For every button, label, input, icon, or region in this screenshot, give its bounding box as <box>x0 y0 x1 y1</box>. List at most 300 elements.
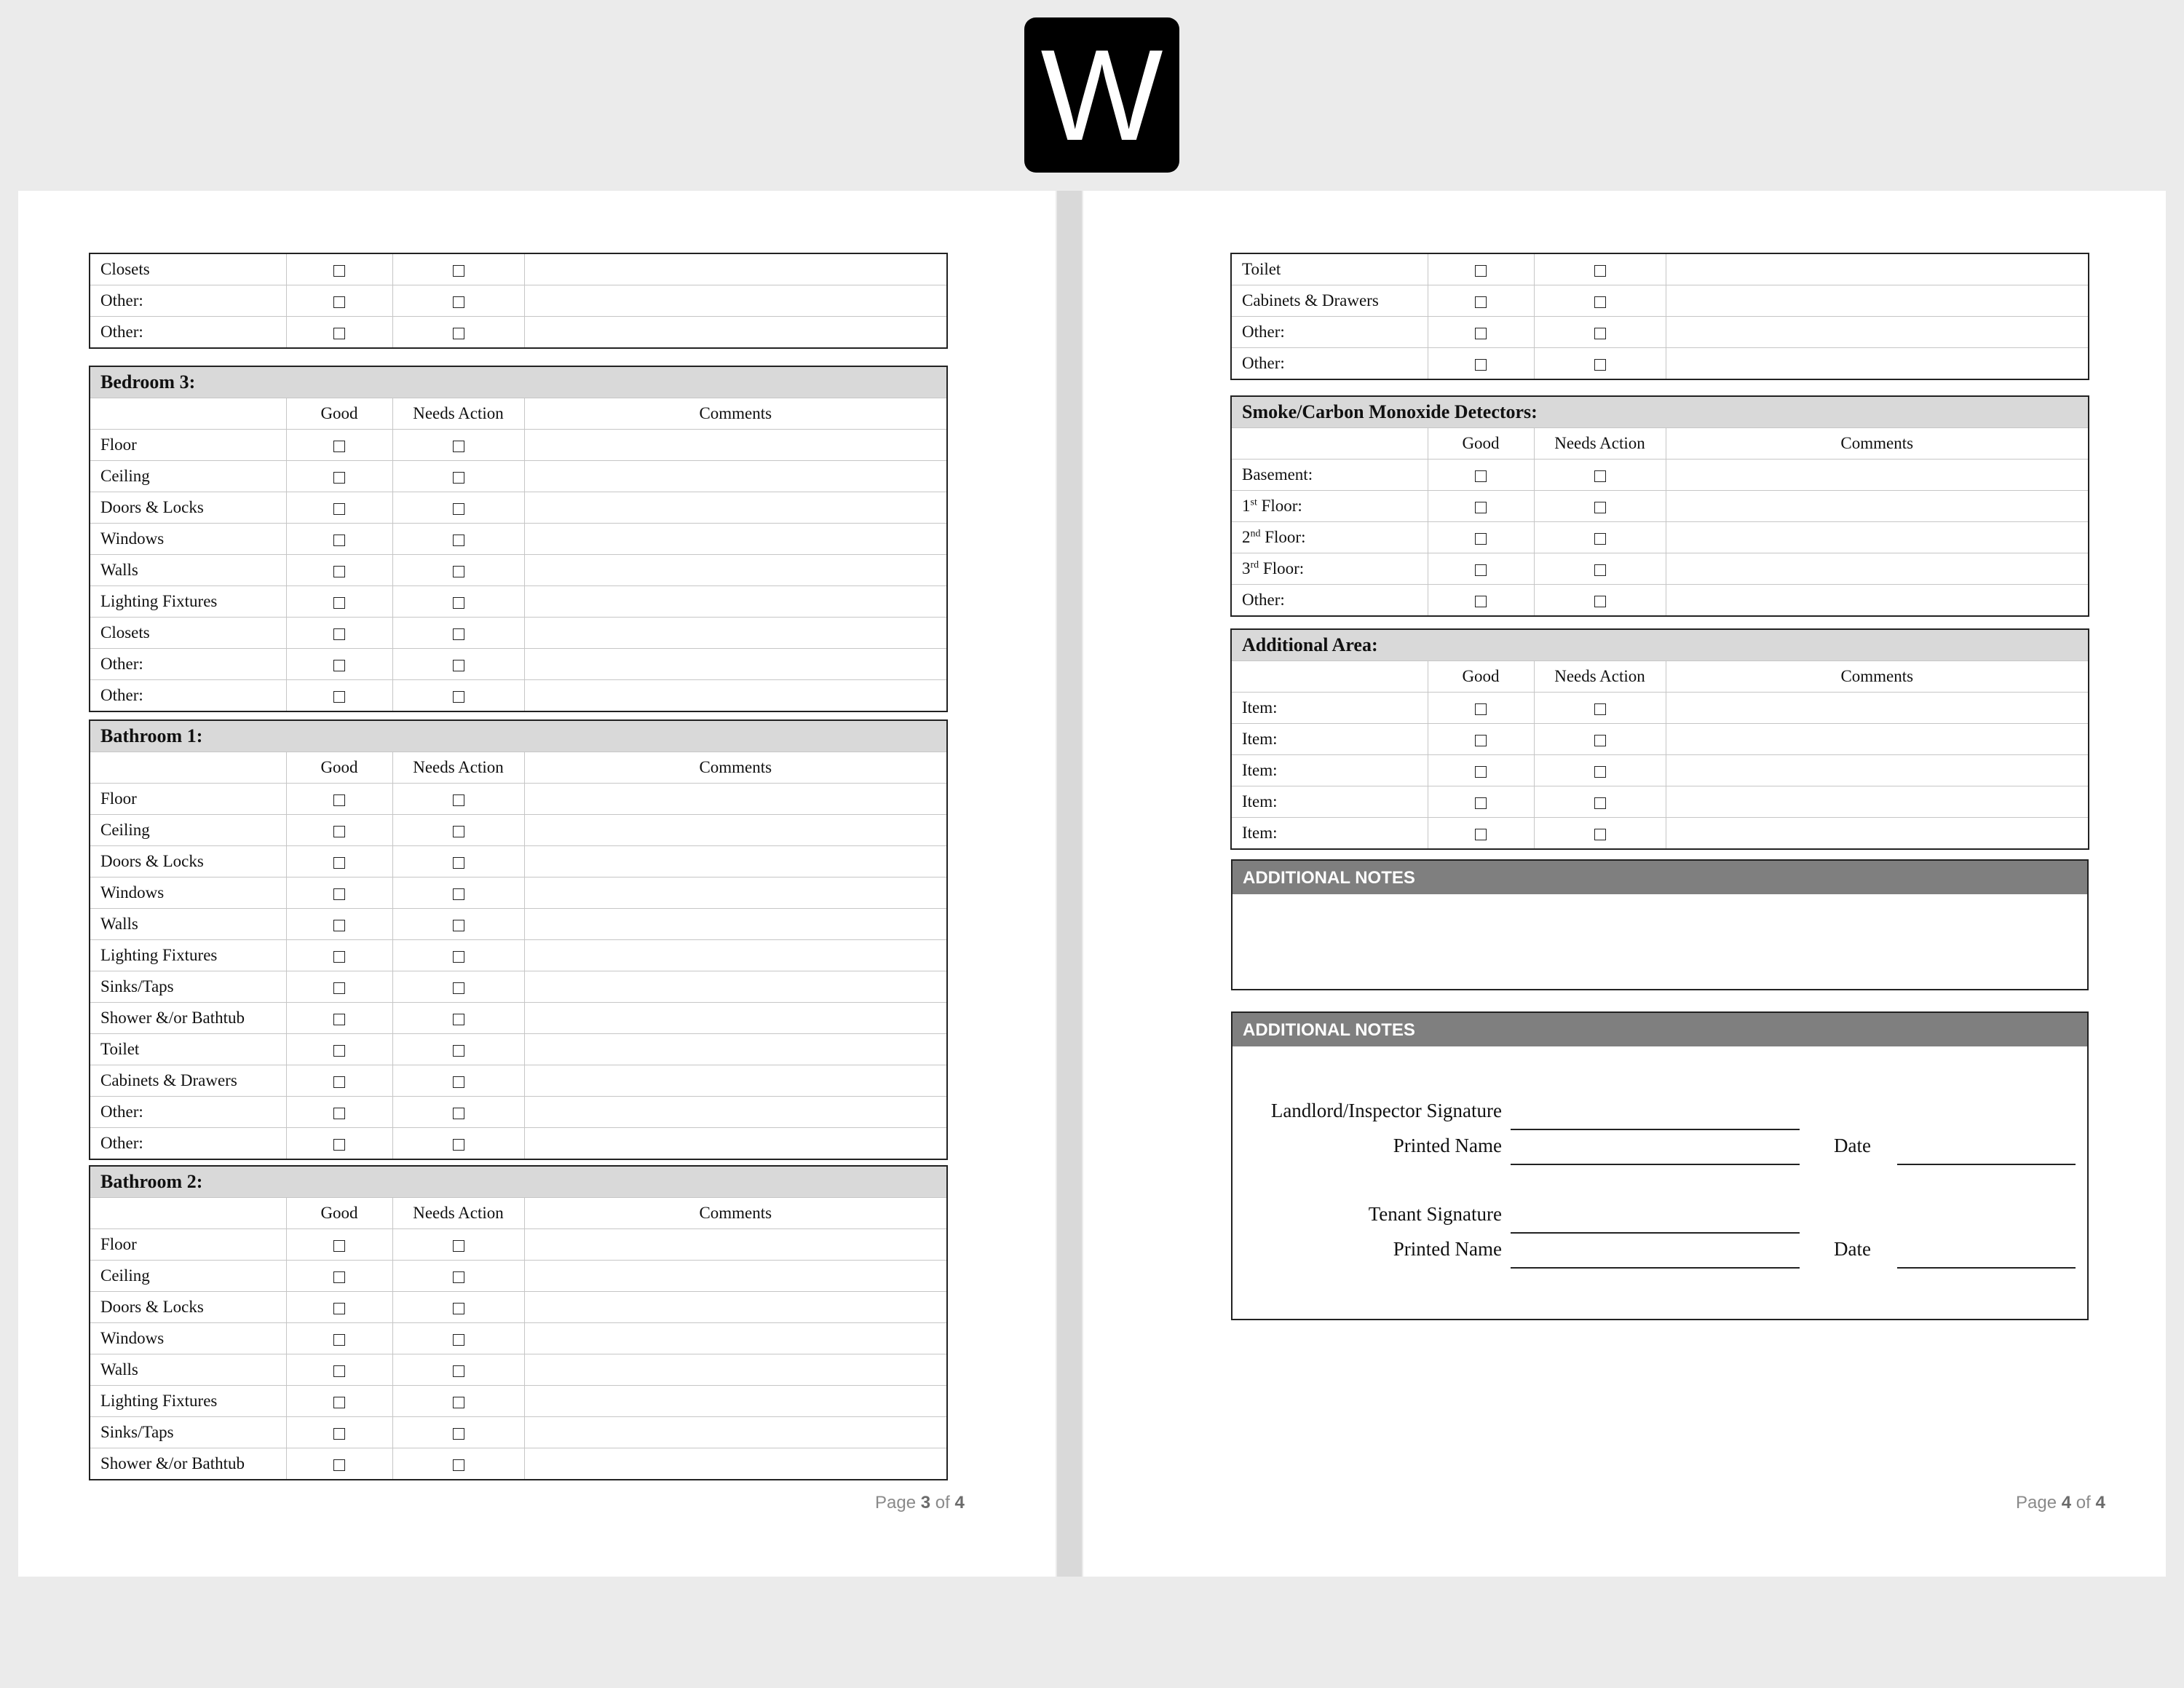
good-cell <box>1428 348 1534 380</box>
good-checkbox[interactable] <box>333 1139 345 1151</box>
comments-field[interactable] <box>1666 317 2089 348</box>
comments-field[interactable] <box>524 1323 947 1354</box>
comments-field[interactable] <box>1666 460 2089 491</box>
good-cell <box>286 618 392 649</box>
needs-action-cell <box>1534 818 1666 850</box>
needs-action-checkbox[interactable] <box>453 857 464 869</box>
needs-action-checkbox[interactable] <box>453 1014 464 1025</box>
row-label: Floor <box>90 1229 286 1261</box>
good-checkbox[interactable] <box>333 920 345 931</box>
page-gap <box>1057 191 1082 1577</box>
date-line[interactable] <box>1897 1267 2076 1269</box>
table-row <box>1231 317 2089 348</box>
section-title-row <box>1231 396 2089 428</box>
good-checkbox[interactable] <box>1475 502 1487 513</box>
good-checkbox[interactable] <box>1475 596 1487 607</box>
needs-action-checkbox[interactable] <box>453 660 464 671</box>
row-label-text: Other: <box>1242 591 1285 609</box>
table-row <box>90 1229 947 1261</box>
continued-checklist-table <box>1230 253 2089 380</box>
header-comments: Comments <box>1666 428 2089 460</box>
column-header-row <box>1231 661 2089 693</box>
row-label: Lighting Fixtures <box>90 1386 286 1417</box>
header-comments: Comments <box>1666 661 2089 693</box>
good-checkbox[interactable] <box>1475 533 1487 545</box>
table-row <box>90 1448 947 1480</box>
row-label <box>1231 460 1428 491</box>
good-cell <box>286 1229 392 1261</box>
table-row <box>90 524 947 555</box>
comments-field[interactable] <box>524 877 947 909</box>
needs-action-checkbox[interactable] <box>1594 533 1606 545</box>
needs-action-cell <box>392 285 524 317</box>
section-title: Bathroom 1: <box>90 720 947 752</box>
table-row <box>1231 285 2089 317</box>
row-label: Item: <box>1231 755 1428 786</box>
needs-action-checkbox[interactable] <box>1594 564 1606 576</box>
header-good: Good <box>286 398 392 430</box>
good-checkbox[interactable] <box>333 472 345 484</box>
needs-action-checkbox[interactable] <box>453 503 464 515</box>
good-checkbox[interactable] <box>1475 829 1487 840</box>
comments-field[interactable] <box>524 317 947 349</box>
needs-action-checkbox[interactable] <box>453 265 464 277</box>
tenant-signature-line[interactable] <box>1511 1232 1800 1234</box>
comments-field[interactable] <box>1666 724 2089 755</box>
needs-action-cell <box>1534 460 1666 491</box>
good-checkbox[interactable] <box>1475 703 1487 715</box>
floor-text: Floor: <box>1257 497 1302 515</box>
comments-field[interactable] <box>524 586 947 618</box>
row-label: Walls <box>90 909 286 940</box>
needs-action-cell <box>1534 724 1666 755</box>
needs-action-cell <box>1534 253 1666 285</box>
table-row <box>90 1417 947 1448</box>
comments-field[interactable] <box>524 1261 947 1292</box>
good-cell <box>286 940 392 971</box>
header-blank <box>90 398 286 430</box>
row-label: Cabinets & Drawers <box>1231 285 1428 317</box>
section-title: Bedroom 3: <box>90 366 947 398</box>
comments-field[interactable] <box>524 524 947 555</box>
section-title-row <box>90 366 947 398</box>
good-checkbox[interactable] <box>1475 797 1487 809</box>
good-cell <box>286 555 392 586</box>
good-cell <box>1428 585 1534 617</box>
needs-action-cell <box>392 253 524 285</box>
needs-action-checkbox[interactable] <box>1594 829 1606 840</box>
comments-field[interactable] <box>1666 553 2089 585</box>
good-checkbox[interactable] <box>333 1334 345 1346</box>
good-checkbox[interactable] <box>333 296 345 308</box>
good-cell <box>286 1386 392 1417</box>
table-row <box>90 1003 947 1034</box>
needs-action-checkbox[interactable] <box>1594 797 1606 809</box>
header-blank <box>90 752 286 784</box>
needs-action-cell <box>392 784 524 815</box>
needs-action-cell <box>392 430 524 461</box>
needs-action-cell <box>1534 786 1666 818</box>
table-row <box>90 253 947 285</box>
good-checkbox[interactable] <box>333 535 345 546</box>
good-checkbox[interactable] <box>333 951 345 963</box>
good-cell <box>286 649 392 680</box>
header-blank <box>1231 428 1428 460</box>
row-label: Ceiling <box>90 1261 286 1292</box>
page-number-4: Page 4 of 4 <box>2016 1493 2105 1513</box>
row-label: Closets <box>90 618 286 649</box>
good-cell <box>286 1065 392 1097</box>
needs-action-cell <box>392 524 524 555</box>
comments-field[interactable] <box>524 492 947 524</box>
good-cell <box>286 784 392 815</box>
comments-field[interactable] <box>1666 285 2089 317</box>
row-label: Other: <box>90 1128 286 1160</box>
needs-action-cell <box>392 1003 524 1034</box>
header-needs-action: Needs Action <box>1534 428 1666 460</box>
needs-action-cell <box>392 1097 524 1128</box>
good-cell <box>286 430 392 461</box>
comments-field[interactable] <box>524 1065 947 1097</box>
comments-field[interactable] <box>524 971 947 1003</box>
good-checkbox[interactable] <box>1475 359 1487 371</box>
needs-action-checkbox[interactable] <box>1594 596 1606 607</box>
needs-action-checkbox[interactable] <box>1594 359 1606 371</box>
row-label: Doors & Locks <box>90 1292 286 1323</box>
row-label: Ceiling <box>90 815 286 846</box>
needs-action-cell <box>392 317 524 349</box>
needs-action-checkbox[interactable] <box>1594 296 1606 308</box>
good-checkbox[interactable] <box>1475 735 1487 746</box>
comments-field[interactable] <box>524 430 947 461</box>
column-header-row <box>90 752 947 784</box>
good-cell <box>286 1261 392 1292</box>
comments-field[interactable] <box>524 1292 947 1323</box>
good-checkbox[interactable] <box>333 794 345 806</box>
row-label: Closets <box>90 253 286 285</box>
good-checkbox[interactable] <box>333 1365 345 1377</box>
ordinal-suffix: st <box>1250 497 1257 508</box>
header-blank <box>90 1198 286 1229</box>
table-row <box>1231 491 2089 522</box>
row-label <box>1231 491 1428 522</box>
needs-action-checkbox[interactable] <box>453 441 464 452</box>
good-checkbox[interactable] <box>333 888 345 900</box>
comments-field[interactable] <box>524 846 947 877</box>
needs-action-checkbox[interactable] <box>453 794 464 806</box>
comments-field[interactable] <box>524 1128 947 1160</box>
needs-action-checkbox[interactable] <box>453 1240 464 1252</box>
continued-checklist-table <box>89 253 948 349</box>
needs-action-checkbox[interactable] <box>453 1076 464 1088</box>
row-label: Doors & Locks <box>90 492 286 524</box>
good-checkbox[interactable] <box>333 660 345 671</box>
comments-field[interactable] <box>1666 348 2089 380</box>
section-title-row <box>90 1166 947 1198</box>
needs-action-checkbox[interactable] <box>453 535 464 546</box>
needs-action-cell <box>392 846 524 877</box>
good-cell <box>286 1128 392 1160</box>
good-checkbox[interactable] <box>333 1076 345 1088</box>
needs-action-checkbox[interactable] <box>453 1303 464 1314</box>
header-good: Good <box>286 752 392 784</box>
row-label <box>1231 585 1428 617</box>
good-cell <box>286 253 392 285</box>
good-checkbox[interactable] <box>333 1428 345 1440</box>
needs-action-checkbox[interactable] <box>1594 766 1606 778</box>
good-cell <box>286 846 392 877</box>
needs-action-cell <box>1534 491 1666 522</box>
date-line[interactable] <box>1897 1164 2076 1165</box>
row-label: Cabinets & Drawers <box>90 1065 286 1097</box>
good-checkbox[interactable] <box>333 826 345 837</box>
needs-action-checkbox[interactable] <box>1594 328 1606 339</box>
needs-action-checkbox[interactable] <box>453 920 464 931</box>
ordinal-suffix: rd <box>1250 559 1259 571</box>
needs-action-cell <box>1534 693 1666 724</box>
needs-action-checkbox[interactable] <box>453 328 464 339</box>
header-needs-action: Needs Action <box>1534 661 1666 693</box>
row-label: Sinks/Taps <box>90 1417 286 1448</box>
needs-action-cell <box>392 815 524 846</box>
good-checkbox[interactable] <box>1475 470 1487 482</box>
good-checkbox[interactable] <box>333 857 345 869</box>
floor-text: Floor: <box>1259 559 1305 577</box>
comments-field[interactable] <box>1666 491 2089 522</box>
good-cell <box>286 492 392 524</box>
good-checkbox[interactable] <box>333 503 345 515</box>
table-row <box>90 618 947 649</box>
table-row <box>90 1128 947 1160</box>
needs-action-checkbox[interactable] <box>453 982 464 994</box>
bathroom-1-table <box>89 719 948 1160</box>
landlord-signature-label: Landlord/Inspector Signature <box>1270 1100 1502 1121</box>
comments-field[interactable] <box>524 1448 947 1480</box>
comments-field[interactable] <box>1666 818 2089 850</box>
good-cell <box>286 1448 392 1480</box>
needs-action-cell <box>1534 585 1666 617</box>
row-label: Shower &/or Bathtub <box>90 1448 286 1480</box>
comments-field[interactable] <box>524 784 947 815</box>
comments-field[interactable] <box>1666 693 2089 724</box>
needs-action-checkbox[interactable] <box>453 597 464 609</box>
row-label: Floor <box>90 784 286 815</box>
needs-action-checkbox[interactable] <box>453 566 464 577</box>
comments-field[interactable] <box>524 1386 947 1417</box>
column-header-row <box>90 398 947 430</box>
row-label: Other: <box>90 649 286 680</box>
needs-action-cell <box>392 877 524 909</box>
good-checkbox[interactable] <box>333 1303 345 1314</box>
needs-action-checkbox[interactable] <box>1594 735 1606 746</box>
needs-action-cell <box>392 909 524 940</box>
comments-field[interactable] <box>1666 755 2089 786</box>
needs-action-checkbox[interactable] <box>453 1108 464 1119</box>
needs-action-cell <box>1534 348 1666 380</box>
comments-field[interactable] <box>524 618 947 649</box>
floor-number: 2 <box>1242 528 1251 546</box>
good-checkbox[interactable] <box>333 441 345 452</box>
comments-field[interactable] <box>524 940 947 971</box>
good-checkbox[interactable] <box>333 1459 345 1471</box>
needs-action-cell <box>392 492 524 524</box>
good-checkbox[interactable] <box>1475 296 1487 308</box>
needs-action-checkbox[interactable] <box>453 1271 464 1283</box>
good-checkbox[interactable] <box>333 982 345 994</box>
good-checkbox[interactable] <box>333 1240 345 1252</box>
needs-action-cell <box>392 1034 524 1065</box>
good-cell <box>1428 786 1534 818</box>
section-title-row <box>1231 629 2089 661</box>
needs-action-checkbox[interactable] <box>453 296 464 308</box>
row-label: Other: <box>90 317 286 349</box>
table-row <box>90 649 947 680</box>
header-needs-action: Needs Action <box>392 752 524 784</box>
good-checkbox[interactable] <box>333 1397 345 1408</box>
good-cell <box>1428 522 1534 553</box>
good-cell <box>286 586 392 618</box>
comments-field[interactable] <box>524 1097 947 1128</box>
needs-action-checkbox[interactable] <box>453 826 464 837</box>
good-cell <box>286 1097 392 1128</box>
needs-action-cell <box>392 1065 524 1097</box>
good-checkbox[interactable] <box>333 691 345 703</box>
good-checkbox[interactable] <box>1475 328 1487 339</box>
date-label: Date <box>1834 1238 1871 1260</box>
comments-field[interactable] <box>524 680 947 712</box>
needs-action-checkbox[interactable] <box>453 1459 464 1471</box>
table-row <box>90 1386 947 1417</box>
needs-action-cell <box>392 1229 524 1261</box>
comments-field[interactable] <box>524 253 947 285</box>
needs-action-checkbox[interactable] <box>453 888 464 900</box>
comments-field[interactable] <box>524 1034 947 1065</box>
ordinal-suffix: nd <box>1250 528 1261 540</box>
printed-name-label: Printed Name <box>1393 1135 1502 1156</box>
needs-action-checkbox[interactable] <box>453 1139 464 1151</box>
needs-action-checkbox[interactable] <box>1594 502 1606 513</box>
good-cell <box>1428 460 1534 491</box>
good-checkbox[interactable] <box>1475 564 1487 576</box>
good-cell <box>286 909 392 940</box>
comments-field[interactable] <box>524 461 947 492</box>
comments-field[interactable] <box>524 1417 947 1448</box>
good-checkbox[interactable] <box>333 1045 345 1057</box>
signature-box <box>1231 1011 2089 1320</box>
row-label: Toilet <box>1231 253 1428 285</box>
good-checkbox[interactable] <box>333 1271 345 1283</box>
comments-field[interactable] <box>524 815 947 846</box>
good-checkbox[interactable] <box>1475 766 1487 778</box>
comments-field[interactable] <box>524 555 947 586</box>
row-label: Windows <box>90 877 286 909</box>
needs-action-checkbox[interactable] <box>453 691 464 703</box>
needs-action-checkbox[interactable] <box>453 1428 464 1440</box>
needs-action-checkbox[interactable] <box>453 1365 464 1377</box>
good-cell <box>1428 491 1534 522</box>
needs-action-cell <box>392 1417 524 1448</box>
good-cell <box>1428 818 1534 850</box>
section-title: Bathroom 2: <box>90 1166 947 1198</box>
needs-action-checkbox[interactable] <box>453 951 464 963</box>
row-label: Other: <box>90 285 286 317</box>
comments-field[interactable] <box>524 285 947 317</box>
good-checkbox[interactable] <box>1475 265 1487 277</box>
needs-action-checkbox[interactable] <box>453 1334 464 1346</box>
printed-name-line[interactable] <box>1511 1267 1800 1269</box>
comments-field[interactable] <box>524 1354 947 1386</box>
table-row <box>90 492 947 524</box>
date-label: Date <box>1834 1135 1871 1156</box>
good-checkbox[interactable] <box>333 1108 345 1119</box>
floor-number: 3 <box>1242 559 1251 577</box>
good-cell <box>286 285 392 317</box>
row-label: Windows <box>90 1323 286 1354</box>
table-row <box>1231 253 2089 285</box>
good-checkbox[interactable] <box>333 566 345 577</box>
good-cell <box>286 461 392 492</box>
comments-field[interactable] <box>524 1229 947 1261</box>
needs-action-checkbox[interactable] <box>1594 265 1606 277</box>
needs-action-cell <box>392 586 524 618</box>
section-title: Smoke/Carbon Monoxide Detectors: <box>1231 396 2089 428</box>
comments-field[interactable] <box>524 649 947 680</box>
good-cell <box>286 877 392 909</box>
row-label: Item: <box>1231 818 1428 850</box>
good-checkbox[interactable] <box>333 328 345 339</box>
row-label: Shower &/or Bathtub <box>90 1003 286 1034</box>
table-row <box>1231 553 2089 585</box>
needs-action-cell <box>392 1386 524 1417</box>
good-checkbox[interactable] <box>333 265 345 277</box>
comments-field[interactable] <box>524 1003 947 1034</box>
row-label <box>1231 553 1428 585</box>
bedroom-3-table <box>89 366 948 712</box>
row-label: Lighting Fixtures <box>90 940 286 971</box>
header-comments: Comments <box>524 752 947 784</box>
good-checkbox[interactable] <box>333 597 345 609</box>
comments-field[interactable] <box>1666 522 2089 553</box>
good-checkbox[interactable] <box>333 628 345 640</box>
printed-name-line[interactable] <box>1511 1164 1800 1165</box>
needs-action-cell <box>392 1128 524 1160</box>
needs-action-checkbox[interactable] <box>453 628 464 640</box>
needs-action-checkbox[interactable] <box>453 1045 464 1057</box>
comments-field[interactable] <box>524 909 947 940</box>
detectors-table <box>1230 395 2089 617</box>
comments-field[interactable] <box>1666 253 2089 285</box>
additional-area-table <box>1230 628 2089 850</box>
good-checkbox[interactable] <box>333 1014 345 1025</box>
table-row <box>90 815 947 846</box>
needs-action-checkbox[interactable] <box>1594 703 1606 715</box>
needs-action-checkbox[interactable] <box>453 1397 464 1408</box>
comments-field[interactable] <box>1666 786 2089 818</box>
row-label: Item: <box>1231 693 1428 724</box>
needs-action-cell <box>1534 755 1666 786</box>
table-row <box>1231 724 2089 755</box>
header-comments: Comments <box>524 398 947 430</box>
landlord-signature-line[interactable] <box>1511 1129 1800 1130</box>
comments-field[interactable] <box>1666 585 2089 617</box>
table-row <box>90 846 947 877</box>
needs-action-checkbox[interactable] <box>1594 470 1606 482</box>
needs-action-checkbox[interactable] <box>453 472 464 484</box>
needs-action-cell <box>1534 285 1666 317</box>
section-title-row <box>90 720 947 752</box>
needs-action-cell <box>392 940 524 971</box>
good-cell <box>1428 755 1534 786</box>
